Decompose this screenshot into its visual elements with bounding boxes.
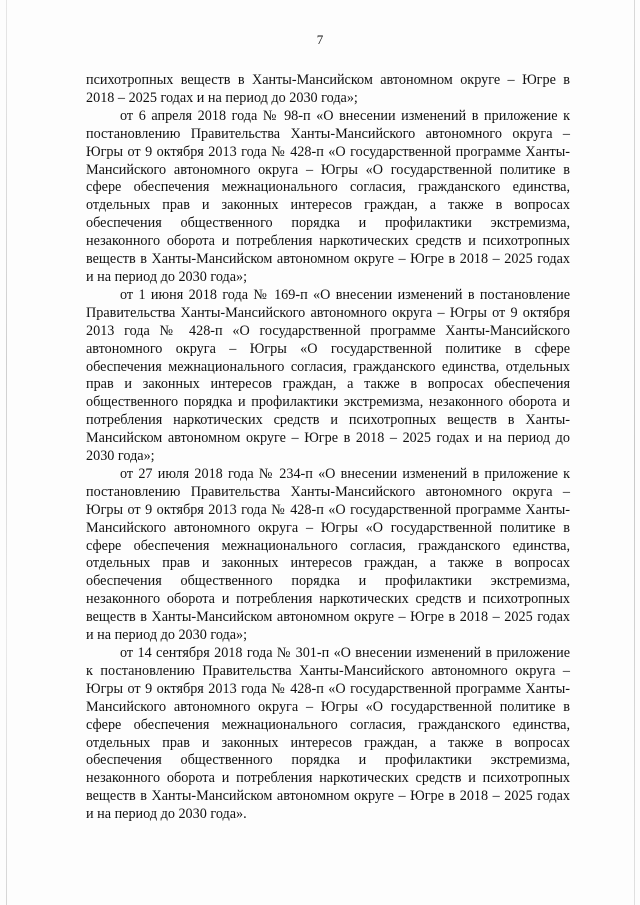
body-text xyxy=(86,72,570,824)
paragraph-resolution-234p: от 27 июля 2018 года № 234-п «О внесении изменений в приложение к постановлению Правительства Ханты-Мансийского автономного округа – Югры от 9 октября 2013 года № 428-п «О государственной программе Ханты-Мансийского автономного округа – Югры «О государственной политике в сфере обеспечения межнационального согласия, гражданского единства, отдельных прав и законных интересов граждан, а также в вопросах обеспечения общественного порядка и профилактики экстремизма, незаконного оборота и потребления наркотических средств и психотропных веществ в Ханты-Мансийском автономном округе – Югре в 2018 – 2025 годах и на период до 2030 года»; xyxy=(86,465,570,644)
scan-edge-right xyxy=(634,0,635,905)
paragraph-resolution-169p: от 1 июня 2018 года № 169-п «О внесении изменений в постановление Правительства Ханты-Мансийского автономного округа – Югры от 9 октября 2013 года № 428-п «О государственной программе Ханты-Мансийского автономного округа – Югры «О государственной политике в сфере обеспечения межнационального согласия, гражданского единства, отдельных прав и законных интересов граждан, а также в вопросах обеспечения общественного порядка и профилактики экстремизма, незаконного оборота и потребления наркотических средств и психотропных веществ в Ханты-Мансийском автономном округе – Югре в 2018 – 2025 годах и на период до 2030 года»; xyxy=(86,286,570,465)
paragraph-resolution-98p: от 6 апреля 2018 года № 98-п «О внесении изменений в приложение к постановлению Правительства Ханты-Мансийского автономного округа – Югры от 9 октября 2013 года № 428-п «О государственной программе Ханты-Мансийского автономного округа – Югры «О государственной политике в сфере обеспечения межнационального согласия, гражданского единства, отдельных прав и законных интересов граждан, а также в вопросах обеспечения общественного порядка и профилактики экстремизма, незаконного оборота и потребления наркотических средств и психотропных веществ в Ханты-Мансийском автономном округе – Югре в 2018 – 2025 годах и на период до 2030 года»; xyxy=(86,107,570,285)
page-number: 7 xyxy=(316,32,324,47)
scan-edge-left xyxy=(6,0,7,905)
paragraph-continuation: психотропных веществ в Ханты-Мансийском автономном округе – Югре в 2018 – 2025 годах и на период до 2030 года»; xyxy=(86,72,570,106)
paragraph-resolution-301p: от 14 сентября 2018 года № 301-п «О внесении изменений в приложение к постановлению Правительства Ханты-Мансийского автономного округа – Югры от 9 октября 2013 года № 428-п «О государственной программе Ханты-Мансийского автономного округа – Югры «О государственной политике в сфере обеспечения межнационального согласия, гражданского единства, отдельных прав и законных интересов граждан, а также в вопросах обеспечения общественного порядка и профилактики экстремизма, незаконного оборота и потребления наркотических средств и психотропных веществ в Ханты-Мансийском автономном округе – Югре в 2018 – 2025 годах и на период до 2030 года». xyxy=(86,645,570,823)
